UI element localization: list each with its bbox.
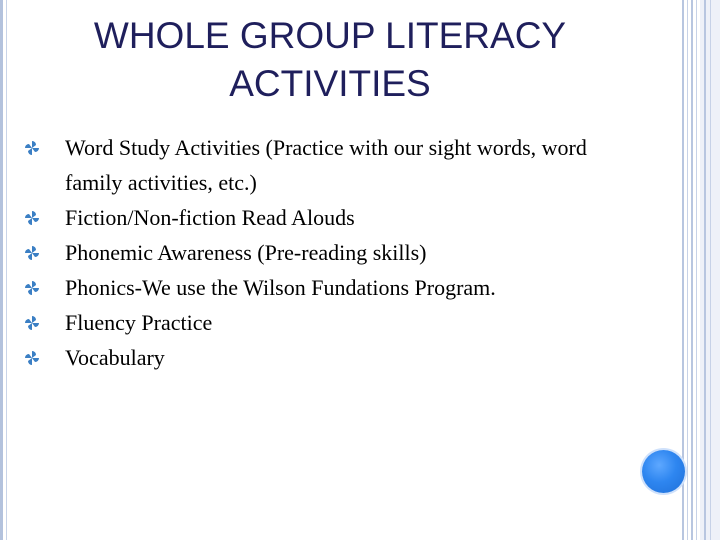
bullet-item — [24, 340, 624, 375]
left-border-rule — [0, 0, 3, 540]
right-border-decoration — [682, 0, 720, 540]
bullet-text: Phonics-We use the Wilson Fundations Program. — [65, 275, 496, 300]
bullet-item — [24, 130, 624, 200]
pinwheel-icon — [24, 280, 40, 296]
bullet-text: Fiction/Non-fiction Read Alouds — [65, 205, 355, 230]
pinwheel-icon — [24, 140, 40, 156]
bullet-item — [24, 235, 624, 270]
bullet-list — [24, 130, 624, 375]
decorative-orb — [642, 450, 685, 493]
bullet-item — [24, 270, 624, 305]
pinwheel-icon — [24, 245, 40, 261]
bullet-text: Word Study Activities (Practice with our sight words, word family activities, etc.) — [65, 135, 587, 195]
bullet-item — [24, 200, 624, 235]
slide-title: WHOLE GROUP LITERACY ACTIVITIES — [93, 15, 567, 104]
bullet-text: Vocabulary — [65, 345, 165, 370]
pinwheel-icon — [24, 315, 40, 331]
left-border-rule-thin — [6, 0, 7, 540]
pinwheel-icon — [24, 210, 40, 226]
pinwheel-icon — [24, 350, 40, 366]
bullet-text: Fluency Practice — [65, 310, 213, 335]
bullet-text: Phonemic Awareness (Pre-reading skills) — [65, 240, 427, 265]
bullet-item — [24, 305, 624, 340]
